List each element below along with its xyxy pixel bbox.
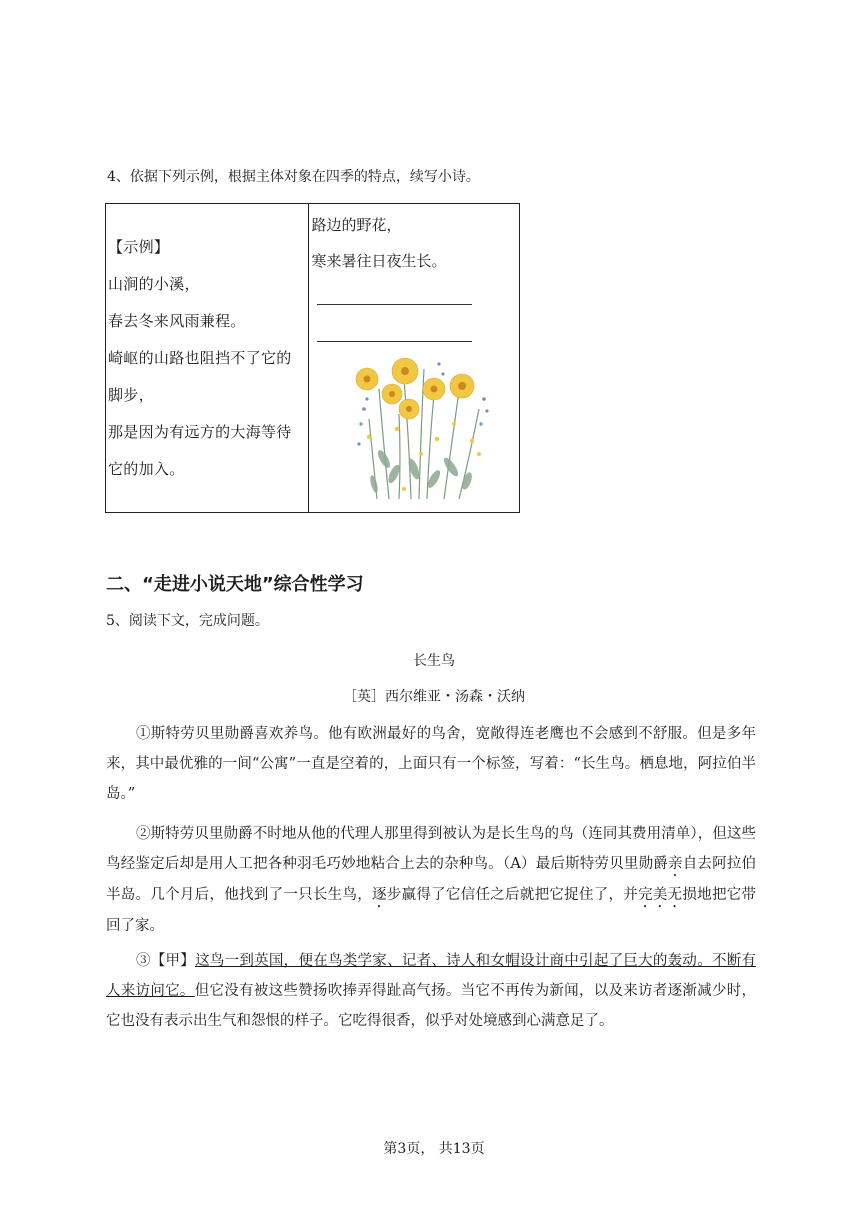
continuation-line: 寒来暑往日夜生长。 <box>311 252 447 270</box>
example-line: 它的加入。 <box>108 460 185 478</box>
question-4: 4、依据下列示例，根据主体对象在四季的特点，续写小诗。 <box>107 169 480 185</box>
example-line: 那是因为有远方的大海等待 <box>108 423 292 441</box>
answer-blank-line[interactable] <box>317 341 472 342</box>
page-footer: 第3页， 共13页 <box>383 1141 485 1157</box>
paragraph-1-text: ①斯特劳贝里勋爵喜欢养鸟。他有欧洲最好的鸟舍，宽敞得连老鹰也不会感到不舒服。但是多年来，其中最优雅的一间“公寓”一直是空着的，上面只有一个标签，写着：“长生鸟。栖息地，阿拉伯半岛。” <box>106 726 756 802</box>
example-cell <box>106 204 309 513</box>
paragraph-3-text <box>106 946 756 1036</box>
text-span: 但它没有被这些赞扬吹捧弄得趾高气扬。当它不再传为新闻，以及来访者逐渐减少时，它也没有表示出生气和怨恨的样子。它吃得很香，似乎对处境感到心满意足了。 <box>106 983 757 1029</box>
section-2-heading: 二、“走进小说天地”综合性学习 <box>106 574 364 595</box>
answer-cell <box>308 204 520 513</box>
text-span: 步赢得了它信任之后就把它捉住了，并 <box>386 887 639 903</box>
wildflower-illustration <box>339 349 499 504</box>
story-author: ［英］西尔维亚・汤森・沃纳 <box>343 689 525 705</box>
paragraph-2-text <box>106 819 756 941</box>
text-span: 自去阿拉伯半岛。几个月后，他找到了一只长生鸟， <box>106 856 757 903</box>
emphasis-char: 美 <box>652 887 668 903</box>
example-line: 崎岖的山路也阻挡不了它的 <box>108 349 292 367</box>
paragraph-1 <box>106 719 756 809</box>
example-tag: 【示例】 <box>108 238 170 256</box>
answer-blank-line[interactable] <box>317 304 472 305</box>
poem-table <box>105 203 520 513</box>
underlined-sentence: 这鸟一到英国，便在鸟类学家、记者、诗人和女帽设计商中引起了巨大的轰动。不断有人来访问它。 <box>106 953 757 999</box>
example-line: 春去冬来风雨兼程。 <box>108 312 246 330</box>
paragraph-2 <box>106 819 756 941</box>
text-span: 损地把它带回了家。 <box>106 887 757 934</box>
story-title: 长生鸟 <box>413 653 455 669</box>
emphasis-char: 亲 <box>668 856 683 872</box>
emphasis-char: 逐 <box>372 887 387 903</box>
question-5: 5、阅读下文，完成问题。 <box>106 613 269 629</box>
text-span: ②斯特劳贝里勋爵不时地从他的代理人那里得到被认为是长生鸟的鸟（连同其费用清单），但这些鸟经鉴定后却是用人工把各种羽毛巧妙地粘合上去的杂种鸟。（A）最后斯特劳贝里勋爵 <box>106 826 756 872</box>
emphasis-char: 完 <box>638 887 653 903</box>
example-line: 脚步， <box>108 386 154 404</box>
emphasis-char: 无 <box>667 887 683 903</box>
continuation-line: 路边的野花， <box>311 216 402 234</box>
paragraph-3 <box>106 946 756 1036</box>
example-line: 山涧的小溪， <box>108 275 200 293</box>
text-span: ③【甲】 <box>136 953 196 969</box>
